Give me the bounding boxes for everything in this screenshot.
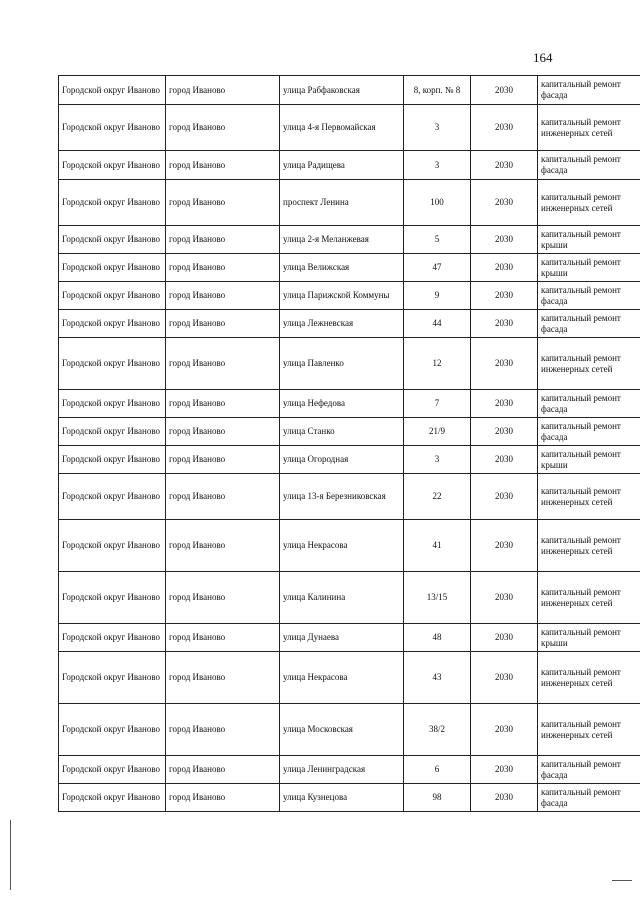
cell-street: улица Станко: [280, 418, 404, 446]
cell-street: улица 4-я Первомайская: [280, 105, 404, 151]
cell-city: город Иваново: [166, 390, 280, 418]
cell-house-number: 38/2: [404, 704, 471, 756]
table-row: [59, 704, 640, 756]
table-row: [59, 390, 640, 418]
cell-street: улица Калинина: [280, 572, 404, 624]
cell-house-number: 7: [404, 390, 471, 418]
cell-district: Городской округ Иваново: [59, 390, 166, 418]
cell-city: город Иваново: [166, 76, 280, 105]
cell-city: город Иваново: [166, 756, 280, 784]
cell-year: 2030: [471, 652, 538, 704]
cell-city: город Иваново: [166, 418, 280, 446]
cell-city: город Иваново: [166, 704, 280, 756]
cell-work-type: капитальный ремонт фасада: [538, 151, 640, 180]
cell-street: улица Ленинградская: [280, 756, 404, 784]
cell-work-type: капитальный ремонт крыши: [538, 624, 640, 652]
cell-work-type: капитальный ремонт фасада: [538, 76, 640, 105]
cell-street: проспект Ленина: [280, 180, 404, 226]
table-row: [59, 756, 640, 784]
cell-street: улица Парижской Коммуны: [280, 282, 404, 310]
cell-city: город Иваново: [166, 624, 280, 652]
cell-city: город Иваново: [166, 446, 280, 474]
cell-work-type: капитальный ремонт крыши: [538, 226, 640, 254]
cell-city: город Иваново: [166, 180, 280, 226]
cell-district: Городской округ Иваново: [59, 572, 166, 624]
cell-year: 2030: [471, 282, 538, 310]
cell-street: улица Велижская: [280, 254, 404, 282]
table-row: [59, 474, 640, 520]
cell-house-number: 9: [404, 282, 471, 310]
cell-district: Городской округ Иваново: [59, 338, 166, 390]
cell-city: город Иваново: [166, 282, 280, 310]
table-row: [59, 76, 640, 105]
cell-work-type: капитальный ремонт инженерных сетей: [538, 652, 640, 704]
cell-year: 2030: [471, 226, 538, 254]
cell-year: 2030: [471, 704, 538, 756]
cell-city: город Иваново: [166, 226, 280, 254]
cell-district: Городской округ Иваново: [59, 254, 166, 282]
table-row: [59, 105, 640, 151]
cell-house-number: 21/9: [404, 418, 471, 446]
cell-district: Городской округ Иваново: [59, 520, 166, 572]
cell-house-number: 98: [404, 784, 471, 812]
repair-schedule-table: [58, 75, 640, 812]
cell-street: улица Нефедова: [280, 390, 404, 418]
cell-house-number: 100: [404, 180, 471, 226]
table-row: [59, 282, 640, 310]
cell-year: 2030: [471, 76, 538, 105]
cell-district: Городской округ Иваново: [59, 310, 166, 338]
cell-year: 2030: [471, 180, 538, 226]
cell-district: Городской округ Иваново: [59, 105, 166, 151]
cell-year: 2030: [471, 520, 538, 572]
cell-year: 2030: [471, 105, 538, 151]
cell-house-number: 13/15: [404, 572, 471, 624]
cell-street: улица 13-я Березниковская: [280, 474, 404, 520]
cell-street: улица Лежневская: [280, 310, 404, 338]
cell-house-number: 8, корп. № 8: [404, 76, 471, 105]
cell-street: улица Московская: [280, 704, 404, 756]
cell-house-number: 3: [404, 151, 471, 180]
cell-city: город Иваново: [166, 474, 280, 520]
cell-year: 2030: [471, 151, 538, 180]
table-row: [59, 652, 640, 704]
cell-year: 2030: [471, 338, 538, 390]
cell-street: улица Кузнецова: [280, 784, 404, 812]
cell-year: 2030: [471, 390, 538, 418]
cell-house-number: 48: [404, 624, 471, 652]
table-row: [59, 180, 640, 226]
cell-house-number: 12: [404, 338, 471, 390]
cell-work-type: капитальный ремонт инженерных сетей: [538, 474, 640, 520]
cell-house-number: 6: [404, 756, 471, 784]
cell-city: город Иваново: [166, 338, 280, 390]
cell-district: Городской округ Иваново: [59, 474, 166, 520]
cell-city: город Иваново: [166, 105, 280, 151]
cell-work-type: капитальный ремонт крыши: [538, 254, 640, 282]
cell-year: 2030: [471, 418, 538, 446]
table-row: [59, 784, 640, 812]
cell-year: 2030: [471, 784, 538, 812]
cell-house-number: 43: [404, 652, 471, 704]
cell-year: 2030: [471, 446, 538, 474]
cell-year: 2030: [471, 310, 538, 338]
cell-house-number: 22: [404, 474, 471, 520]
table-row: [59, 338, 640, 390]
cell-work-type: капитальный ремонт инженерных сетей: [538, 704, 640, 756]
cell-street: улица Павленко: [280, 338, 404, 390]
cell-work-type: капитальный ремонт фасада: [538, 282, 640, 310]
cell-district: Городской округ Иваново: [59, 151, 166, 180]
page-number: 164: [533, 50, 553, 65]
cell-city: город Иваново: [166, 254, 280, 282]
cell-street: улица Некрасова: [280, 520, 404, 572]
cell-district: Городской округ Иваново: [59, 446, 166, 474]
cell-street: улица Рабфаковская: [280, 76, 404, 105]
cell-street: улица Некрасова: [280, 652, 404, 704]
scan-edge-mark: [10, 820, 11, 890]
cell-city: город Иваново: [166, 151, 280, 180]
table-row: [59, 572, 640, 624]
cell-work-type: капитальный ремонт фасада: [538, 418, 640, 446]
cell-district: Городской округ Иваново: [59, 624, 166, 652]
cell-district: Городской округ Иваново: [59, 76, 166, 105]
cell-district: Городской округ Иваново: [59, 418, 166, 446]
scan-corner-mark: [612, 880, 632, 881]
cell-street: улица Радищева: [280, 151, 404, 180]
cell-year: 2030: [471, 624, 538, 652]
cell-city: город Иваново: [166, 520, 280, 572]
cell-house-number: 44: [404, 310, 471, 338]
cell-city: город Иваново: [166, 572, 280, 624]
cell-house-number: 3: [404, 105, 471, 151]
cell-district: Городской округ Иваново: [59, 784, 166, 812]
cell-house-number: 47: [404, 254, 471, 282]
cell-house-number: 5: [404, 226, 471, 254]
cell-street: улица Огородная: [280, 446, 404, 474]
cell-year: 2030: [471, 572, 538, 624]
cell-house-number: 3: [404, 446, 471, 474]
cell-work-type: капитальный ремонт инженерных сетей: [538, 105, 640, 151]
table-row: [59, 226, 640, 254]
table-body: [59, 76, 640, 812]
cell-city: город Иваново: [166, 310, 280, 338]
cell-work-type: капитальный ремонт фасада: [538, 390, 640, 418]
cell-street: улица 2-я Меланжевая: [280, 226, 404, 254]
cell-district: Городской округ Иваново: [59, 226, 166, 254]
cell-work-type: капитальный ремонт фасада: [538, 310, 640, 338]
cell-year: 2030: [471, 756, 538, 784]
table-row: [59, 151, 640, 180]
table-row: [59, 624, 640, 652]
cell-district: Городской округ Иваново: [59, 282, 166, 310]
cell-work-type: капитальный ремонт инженерных сетей: [538, 520, 640, 572]
table-row: [59, 446, 640, 474]
cell-city: город Иваново: [166, 652, 280, 704]
table-row: [59, 310, 640, 338]
cell-work-type: капитальный ремонт крыши: [538, 446, 640, 474]
cell-district: Городской округ Иваново: [59, 704, 166, 756]
cell-work-type: капитальный ремонт фасада: [538, 784, 640, 812]
cell-district: Городской округ Иваново: [59, 180, 166, 226]
cell-work-type: капитальный ремонт инженерных сетей: [538, 572, 640, 624]
cell-work-type: капитальный ремонт инженерных сетей: [538, 338, 640, 390]
cell-year: 2030: [471, 474, 538, 520]
cell-work-type: капитальный ремонт фасада: [538, 756, 640, 784]
table-row: [59, 418, 640, 446]
table-row: [59, 520, 640, 572]
cell-district: Городской округ Иваново: [59, 756, 166, 784]
cell-house-number: 41: [404, 520, 471, 572]
cell-district: Городской округ Иваново: [59, 652, 166, 704]
cell-year: 2030: [471, 254, 538, 282]
cell-city: город Иваново: [166, 784, 280, 812]
cell-street: улица Дунаева: [280, 624, 404, 652]
cell-work-type: капитальный ремонт инженерных сетей: [538, 180, 640, 226]
table-row: [59, 254, 640, 282]
